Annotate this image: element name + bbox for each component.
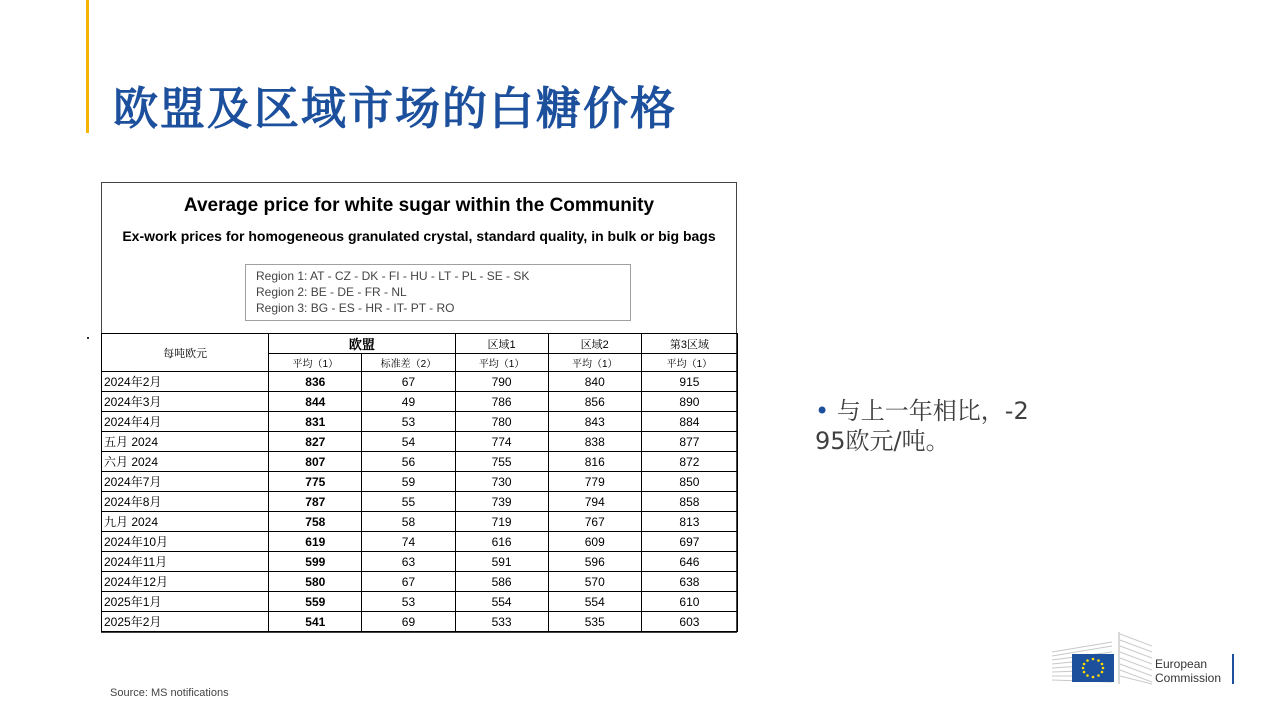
table-row [102,372,738,392]
sub-header-eu-avg: 平均（1） [269,354,362,372]
table-row [102,452,738,472]
cell-eu-avg: 787 [269,492,362,512]
cell-region-1: 586 [455,572,548,592]
cell-eu-avg: 580 [269,572,362,592]
cell-region-3: 646 [641,552,737,572]
ec-wordmark [1155,657,1221,685]
table-row [102,472,738,492]
cell-region-3: 603 [641,612,737,632]
slide-title: 欧盟及区域市场的白糖价格 [113,82,678,135]
cell-region-2: 554 [548,592,641,612]
cell-eu-std: 58 [362,512,455,532]
cell-eu-avg: 599 [269,552,362,572]
cell-region-2: 794 [548,492,641,512]
bullet-marker: • [815,397,830,425]
cell-region-3: 610 [641,592,737,612]
table-row [102,432,738,452]
cell-region-3: 890 [641,392,737,412]
price-table [101,333,738,632]
cell-month: 2024年10月 [102,532,269,552]
cell-eu-avg: 775 [269,472,362,492]
table-title: Average price for white sugar within the Community [183,195,655,216]
cell-month: 2024年3月 [102,392,269,412]
sub-header-eu-std: 标准差（2） [362,354,455,372]
cell-month: 2024年2月 [102,372,269,392]
cell-eu-avg: 844 [269,392,362,412]
cell-region-2: 570 [548,572,641,592]
cell-eu-std: 67 [362,372,455,392]
table-row [102,532,738,552]
source-note: Source: MS notifications [110,687,229,699]
cell-region-1: 786 [455,392,548,412]
cell-region-3: 884 [641,412,737,432]
header-region-3: 第3区域 [641,334,737,354]
cell-region-1: 755 [455,452,548,472]
cell-eu-avg: 758 [269,512,362,532]
cell-region-2: 840 [548,372,641,392]
cell-month: 2024年8月 [102,492,269,512]
ec-building-icon [1052,632,1152,688]
cell-region-2: 843 [548,412,641,432]
cell-eu-std: 53 [362,412,455,432]
cell-region-3: 915 [641,372,737,392]
cell-eu-std: 53 [362,592,455,612]
cell-region-2: 838 [548,432,641,452]
cell-eu-avg: 807 [269,452,362,472]
cell-region-3: 872 [641,452,737,472]
cell-region-3: 697 [641,532,737,552]
cell-region-1: 739 [455,492,548,512]
table-row [102,612,738,632]
region-1-label: Region 1: AT - CZ - DK - FI - HU - LT - PL - SE - SK [256,269,530,283]
price-table-panel [101,182,737,633]
header-region-1: 区域1 [455,334,548,354]
cell-eu-avg: 831 [269,412,362,432]
accent-bar [86,0,89,133]
cell-eu-std: 69 [362,612,455,632]
cell-region-2: 779 [548,472,641,492]
stray-dot [87,337,89,339]
cell-region-3: 850 [641,472,737,492]
ec-wordmark-line1: European [1155,657,1208,671]
table-row [102,592,738,612]
cell-region-1: 554 [455,592,548,612]
table-row [102,552,738,572]
cell-month: 2025年1月 [102,592,269,612]
header-unit: 每吨欧元 [102,334,269,372]
cell-region-2: 609 [548,532,641,552]
sub-header-r2-avg: 平均（1） [548,354,641,372]
cell-region-1: 774 [455,432,548,452]
cell-month: 2024年11月 [102,552,269,572]
cell-eu-std: 63 [362,552,455,572]
region-3-label: Region 3: BG - ES - HR - IT- PT - RO [256,301,455,315]
table-row [102,392,738,412]
cell-month: 2024年7月 [102,472,269,492]
header-eu: 欧盟 [269,334,455,354]
cell-month: 2025年2月 [102,612,269,632]
cell-eu-avg: 827 [269,432,362,452]
cell-region-3: 877 [641,432,737,452]
cell-eu-std: 67 [362,572,455,592]
cell-region-1: 616 [455,532,548,552]
table-row [102,412,738,432]
cell-month: 2024年12月 [102,572,269,592]
cell-eu-avg: 559 [269,592,362,612]
cell-eu-avg: 836 [269,372,362,392]
cell-month: 五月 2024 [102,432,269,452]
bullet-text-line1: 与上一年相比，-2 [836,397,1029,425]
cell-month: 六月 2024 [102,452,269,472]
region-2-label: Region 2: BE - DE - FR - NL [256,285,407,299]
cell-region-1: 591 [455,552,548,572]
cell-eu-std: 55 [362,492,455,512]
cell-region-2: 816 [548,452,641,472]
cell-eu-avg: 541 [269,612,362,632]
sub-header-r3-avg: 平均（1） [641,354,737,372]
sub-header-r1-avg: 平均（1） [455,354,548,372]
cell-region-1: 790 [455,372,548,392]
cell-region-2: 596 [548,552,641,572]
cell-month: 九月 2024 [102,512,269,532]
cell-region-3: 813 [641,512,737,532]
cell-eu-std: 74 [362,532,455,552]
cell-region-2: 856 [548,392,641,412]
cell-eu-std: 49 [362,392,455,412]
cell-region-3: 638 [641,572,737,592]
ec-rule [1232,654,1234,684]
cell-eu-std: 56 [362,452,455,472]
table-row [102,492,738,512]
cell-eu-avg: 619 [269,532,362,552]
bullet-point [815,396,1115,456]
cell-eu-std: 59 [362,472,455,492]
cell-region-2: 535 [548,612,641,632]
cell-region-2: 767 [548,512,641,532]
cell-region-1: 533 [455,612,548,632]
header-region-2: 区域2 [548,334,641,354]
cell-region-1: 719 [455,512,548,532]
cell-region-1: 780 [455,412,548,432]
cell-region-3: 858 [641,492,737,512]
cell-region-1: 730 [455,472,548,492]
table-row [102,512,738,532]
cell-eu-std: 54 [362,432,455,452]
ec-wordmark-line2: Commission [1155,671,1222,685]
region-legend [245,264,631,321]
table-subtitle: Ex-work prices for homogeneous granulated crystal, standard quality, in bulk or big bags [122,228,716,244]
cell-month: 2024年4月 [102,412,269,432]
table-row [102,572,738,592]
bullet-text-line2: 95欧元/吨。 [815,427,950,455]
